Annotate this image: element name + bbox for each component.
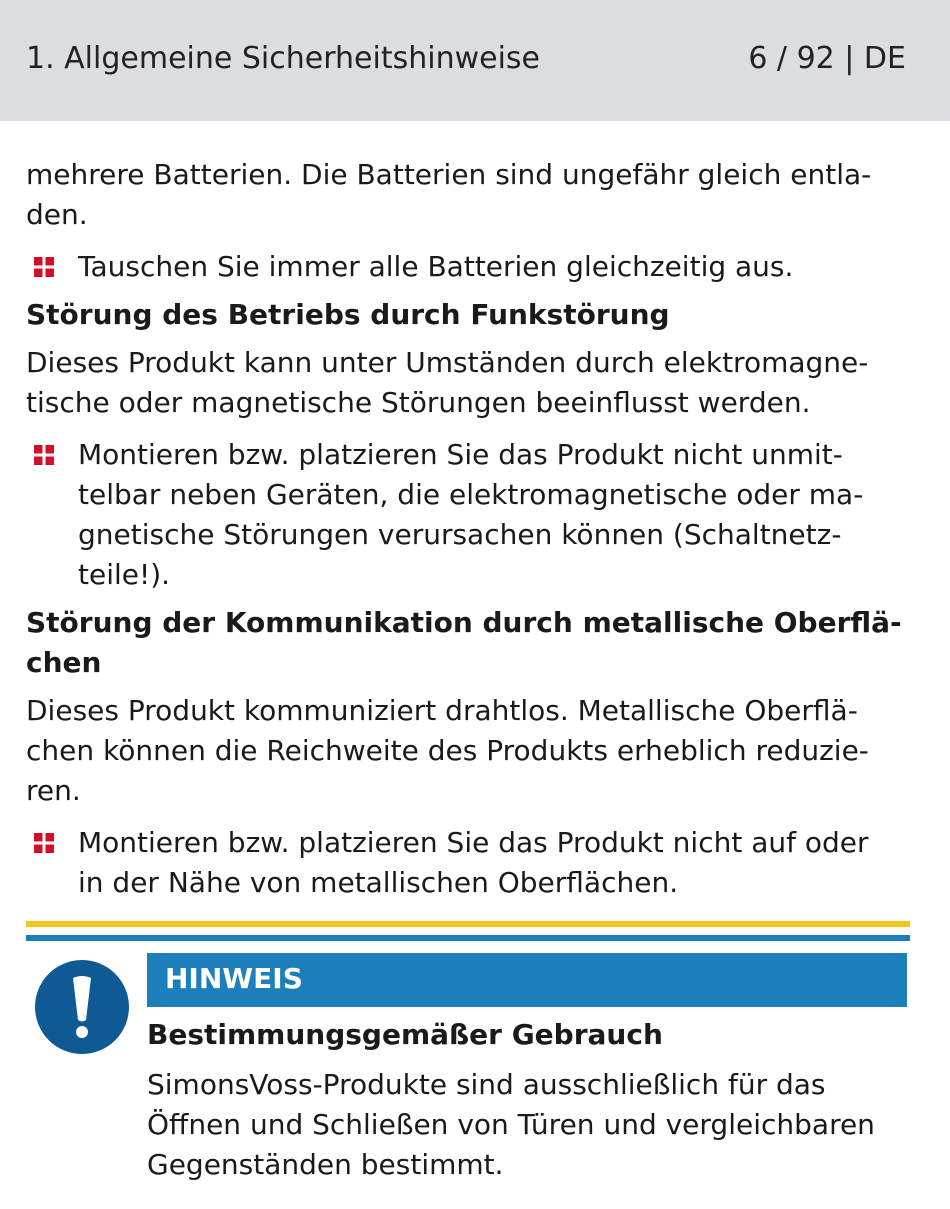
notice-text-line: Öffnen und Schließen von Türen und vergleichbaren — [147, 1108, 875, 1141]
paragraph-line: Dieses Produkt kommuniziert drahtlos. Metallische Oberflä- — [26, 694, 858, 727]
list-item-line: Montieren bzw. platzieren Sie das Produkt nicht auf oder — [78, 826, 869, 859]
notice-text — [147, 1065, 917, 1185]
list-item-text: Tauschen Sie immer alle Batterien gleichzeitig aus. — [78, 250, 794, 283]
intro-line-1: mehrere Batterien. Die Batterien sind ungefähr gleich entla- — [26, 158, 872, 191]
paragraph-line: Dieses Produkt kann unter Umständen durch elektromagne- — [26, 346, 869, 379]
bullet-icon — [34, 257, 54, 277]
notice-text-line: SimonsVoss-Produkte sind ausschließlich für das — [147, 1068, 826, 1101]
heading-line: Störung der Kommunikation durch metallische Oberflä- — [26, 606, 902, 639]
notice-label-bar — [147, 953, 907, 1007]
list-item — [26, 435, 910, 595]
exclamation-icon — [35, 960, 129, 1054]
paragraph — [26, 691, 910, 811]
intro-line-2: den. — [26, 198, 88, 231]
section-title: 1. Allgemeine Sicherheitshinweise — [26, 41, 540, 76]
paragraph-line: tische oder magnetische Störungen beeinflusst werden. — [26, 386, 811, 419]
list-item-line: teile!). — [78, 558, 171, 591]
paragraph-line: ren. — [26, 774, 81, 807]
list-item-line: gnetische Störungen verursachen können (Schaltnetz- — [78, 518, 842, 551]
intro-paragraph — [26, 155, 910, 235]
document-body — [26, 155, 910, 1183]
notice-label: HINWEIS — [165, 962, 303, 995]
page-header — [0, 0, 950, 121]
section-heading: Störung des Betriebs durch Funkstörung — [26, 298, 670, 331]
list-item — [26, 823, 910, 903]
bullet-icon — [34, 445, 54, 465]
notice-divider — [26, 921, 910, 941]
list-item-line: Montieren bzw. platzieren Sie das Produkt nicht unmit- — [78, 438, 843, 471]
yellow-rule — [26, 921, 910, 927]
notice-title: Bestimmungsgemäßer Gebrauch — [147, 1018, 663, 1051]
paragraph-line: chen können die Reichweite des Produkts erheblich reduzie- — [26, 734, 869, 767]
notice-box — [26, 953, 910, 1183]
list-item-line: telbar neben Geräten, die elektromagnetische oder ma- — [78, 478, 864, 511]
list-item-line: in der Nähe von metallischen Oberflächen. — [78, 866, 679, 899]
notice-text-line: Gegenständen bestimmt. — [147, 1148, 504, 1181]
page-info: 6 / 92 | DE — [748, 41, 906, 76]
list-item — [26, 247, 910, 287]
paragraph — [26, 343, 910, 423]
section-heading — [26, 603, 910, 683]
bullet-icon — [34, 833, 54, 853]
blue-rule — [26, 935, 910, 941]
heading-line: chen — [26, 646, 102, 679]
